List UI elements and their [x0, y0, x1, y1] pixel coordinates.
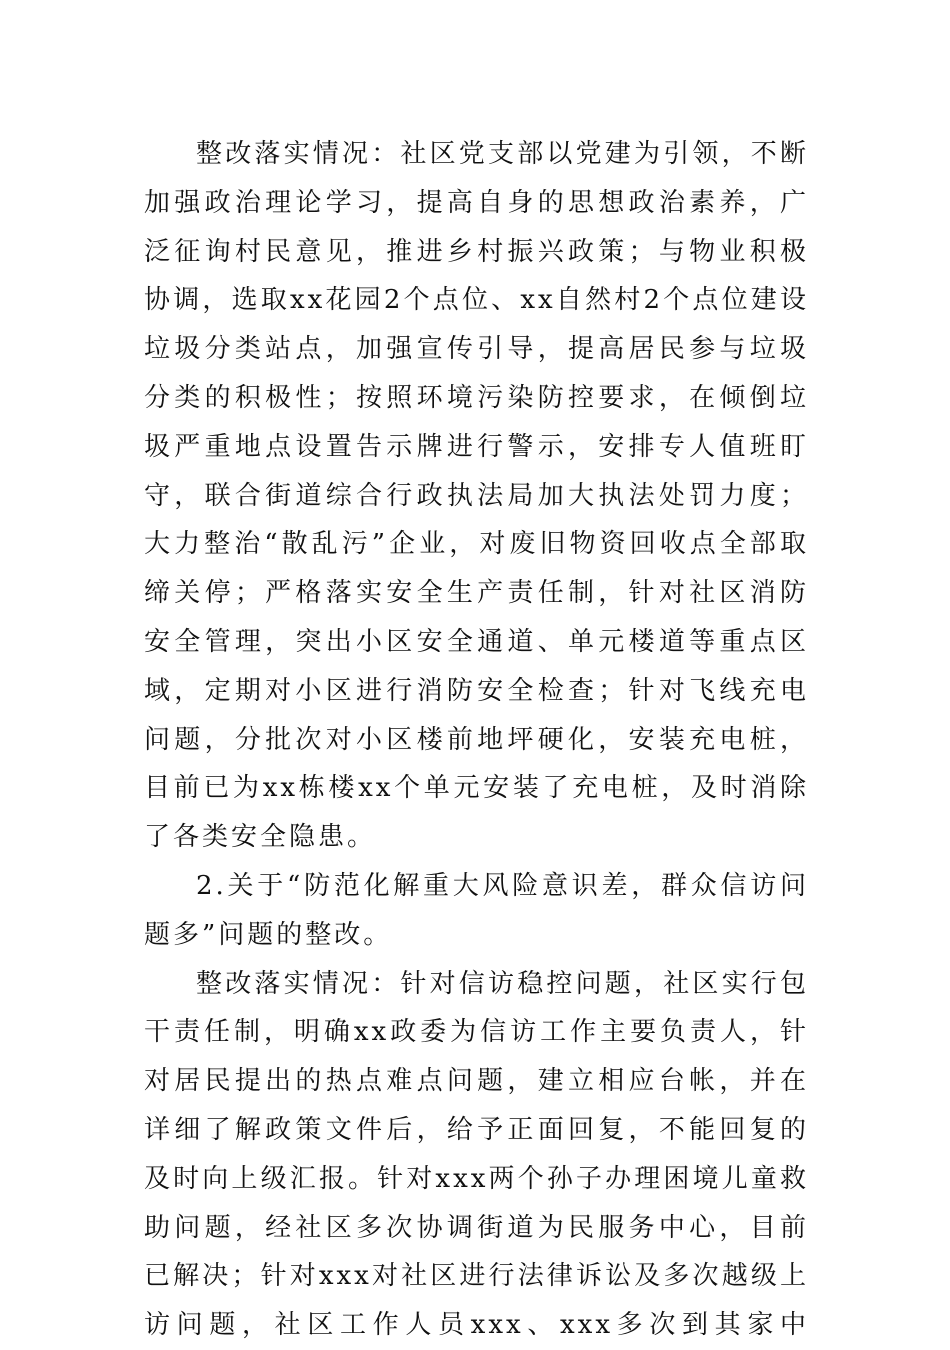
paragraph-item-2-heading: 2.关于“防范化解重大风险意识差，群众信访问题多”问题的整改。: [144, 870, 809, 950]
document-body: [144, 130, 809, 1350]
paragraph-rectification-status-2: 整改落实情况：针对信访稳控问题，社区实行包干责任制，明确xx政委为信访工作主要负责人，针对居民提出的热点难点问题，建立相应台帐，并在详细了解政策文件后，给予正面回复，不能回复的及时向上级汇报。针对xxx两个孙子办理困境儿童救助问题，经社区多次协调街道为民服务中心，目前已解决；针对xxx对社区进行法律诉讼及多次越级上访问题，社区工作人员xxx、xxx多次到其家中: [144, 968, 809, 1341]
paragraph-rectification-status-1: 整改落实情况：社区党支部以党建为引领，不断加强政治理论学习，提高自身的思想政治素养，广泛征询村民意见，推进乡村振兴政策；与物业积极协调，选取xx花园2个点位、xx自然村2个点位建设垃圾分类站点，加强宣传引导，提高居民参与垃圾分类的积极性；按照环境污染防控要求，在倾倒垃圾严重地点设置告示牌进行警示，安排专人值班盯守，联合街道综合行政执法局加大执法处罚力度；大力整治“散乱污”企业，对废旧物资回收点全部取缔关停；严格落实安全生产责任制，针对社区消防安全管理，突出小区安全通道、单元楼道等重点区域，定期对小区进行消防安全检查；针对飞线充电问题，分批次对小区楼前地坪硬化，安装充电桩，目前已为xx栋楼xx个单元安装了充电桩，及时消除了各类安全隐患。: [144, 139, 809, 853]
